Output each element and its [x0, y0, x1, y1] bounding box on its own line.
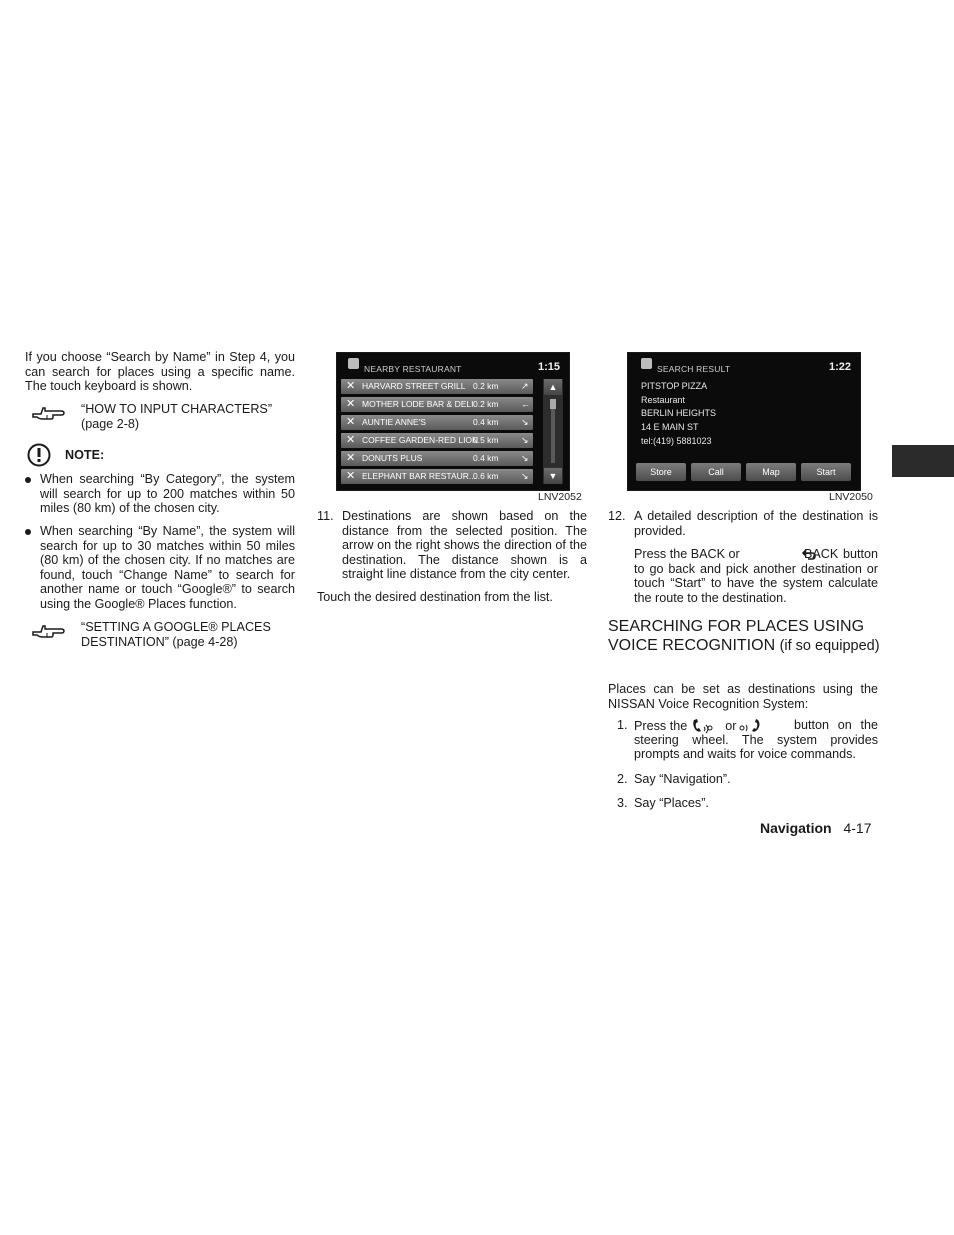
direction-arrow-icon: ↘: [521, 453, 529, 463]
footer-section: Navigation: [760, 820, 832, 836]
bullet-text: When searching “By Category”, the system will search for up to 200 matches within 50 miles (80 km) of the chosen city.: [40, 472, 295, 516]
nav-logo-icon: [348, 358, 359, 369]
step-1-pre: Press the: [634, 718, 688, 733]
restaurant-distance: 0.2 km: [473, 399, 499, 409]
restaurant-distance: 0.4 km: [473, 453, 499, 463]
heading-main: SEARCHING FOR PLACES USING VOICE RECOGNITION: [608, 618, 865, 654]
step-number: 11.: [317, 509, 334, 523]
reference-text: “SETTING A GOOGLE® PLACES DESTINATION” (page 4-28): [81, 620, 271, 649]
step-text: Say “Places”.: [634, 796, 709, 810]
call-button[interactable]: Call: [691, 463, 741, 481]
figure-caption: LNV2050: [829, 491, 873, 503]
step-number: 2.: [617, 772, 628, 786]
restaurant-distance: 0.5 km: [473, 435, 499, 445]
section-heading: [608, 618, 883, 655]
screen-title: SEARCH RESULT: [657, 364, 731, 374]
reference-how-to-input: [25, 402, 295, 436]
restaurant-distance: 0.6 km: [473, 471, 499, 481]
restaurant-icon: ✕: [346, 416, 356, 428]
reference-google-places: [25, 620, 295, 654]
direction-arrow-icon: ↘: [521, 417, 529, 427]
reference-text: “HOW TO INPUT CHARACTERS” (page 2-8): [81, 402, 273, 431]
step-text: Destinations are shown based on the distance from the selected position. The arrow on the right shows the direction of the destination. The distance shown is a straight line distance from the city center.: [342, 509, 587, 582]
destination-details: [641, 380, 716, 449]
note-bullet-category: [25, 472, 295, 516]
restaurant-row[interactable]: [341, 397, 533, 412]
step-text: A detailed description of the destination is provided.: [634, 509, 878, 538]
restaurant-row[interactable]: [341, 451, 533, 466]
screen-clock: 1:22: [829, 361, 852, 373]
note-header: [25, 443, 295, 469]
voice-intro: Places can be set as destinations using the NISSAN Voice Recognition System:: [608, 682, 878, 711]
scrollbar[interactable]: [543, 379, 563, 484]
destination-category: Restaurant: [641, 394, 686, 405]
pointing-hand-icon: [31, 620, 67, 640]
note-label: NOTE:: [65, 448, 105, 462]
restaurant-icon: ✕: [346, 380, 356, 392]
touch-instruction: Touch the desired destination from the list.: [317, 590, 553, 604]
step-1-mid: or: [725, 718, 737, 733]
nearby-restaurant-screen: [336, 352, 570, 491]
direction-arrow-icon: ←: [521, 399, 530, 409]
bullet-dot: [25, 529, 31, 535]
restaurant-distance: 0.2 km: [473, 381, 499, 391]
restaurant-row[interactable]: [341, 433, 533, 448]
bullet-text: When searching “By Name”, the system will search for up to 30 matches within 50 miles (80 km) of the chosen city. If no matches are found, touch “Change Name” to search for another name or touch “Google®” to search using the Google® Places function.: [40, 524, 295, 611]
page-footer: [760, 821, 880, 836]
restaurant-distance: 0.4 km: [473, 417, 499, 427]
back-text-pre: Press the BACK or: [634, 547, 740, 561]
scroll-thumb[interactable]: [550, 399, 556, 409]
direction-arrow-icon: ↗: [521, 381, 529, 391]
restaurant-row[interactable]: [341, 469, 533, 484]
restaurant-name: ELEPHANT BAR RESTAUR...: [362, 471, 476, 481]
screen-clock: 1:15: [538, 361, 561, 373]
footer-page-number: 4-17: [843, 820, 872, 836]
restaurant-icon: ✕: [346, 470, 356, 482]
restaurant-icon: ✕: [346, 434, 356, 446]
note-bullet-name: [25, 524, 295, 612]
screen-title: NEARBY RESTAURANT: [364, 364, 462, 374]
direction-arrow-icon: ↘: [521, 435, 529, 445]
back-text-post: BACK button to go back and pick another destination or touch “Start” to have the system calculate the route to the destination.: [634, 547, 878, 605]
restaurant-row[interactable]: [341, 379, 533, 394]
heading-sub: (if so equipped): [779, 637, 880, 654]
step-number: 1.: [617, 718, 628, 732]
intro-paragraph: If you choose “Search by Name” in Step 4, you can search for places using a specific name. The touch keyboard is shown.: [25, 350, 295, 394]
warning-icon: [27, 443, 51, 467]
destination-phone: tel:(419) 5881023: [641, 435, 712, 446]
search-result-screen: [627, 352, 861, 491]
figure-caption: LNV2052: [538, 491, 582, 503]
pointing-hand-icon: [31, 402, 67, 422]
start-button[interactable]: Start: [801, 463, 851, 481]
step-1-post: button on the steering wheel. The system provides prompts and waits for voice commands.: [634, 718, 878, 762]
restaurant-name: MOTHER LODE BAR & DELI: [362, 399, 474, 409]
restaurant-name: DONUTS PLUS: [362, 453, 423, 463]
direction-arrow-icon: ↘: [521, 471, 529, 481]
restaurant-icon: ✕: [346, 398, 356, 410]
destination-street: 14 E MAIN ST: [641, 422, 699, 433]
scroll-down-button[interactable]: ▼: [544, 468, 562, 484]
step-text: Say “Navigation”.: [634, 772, 731, 786]
store-button[interactable]: Store: [636, 463, 686, 481]
step-number: 12.: [608, 509, 626, 523]
restaurant-row[interactable]: [341, 415, 533, 430]
scroll-up-button[interactable]: ▲: [544, 379, 562, 395]
restaurant-name: COFFEE GARDEN-RED LION: [362, 435, 479, 445]
restaurant-icon: ✕: [346, 452, 356, 464]
restaurant-name: AUNTIE ANNE'S: [362, 417, 426, 427]
map-button[interactable]: Map: [746, 463, 796, 481]
destination-name: PITSTOP PIZZA: [641, 381, 708, 391]
nav-logo-icon: [641, 358, 652, 369]
destination-city: BERLIN HEIGHTS: [641, 408, 717, 419]
step-number: 3.: [617, 796, 628, 810]
restaurant-name: HARVARD STREET GRILL: [362, 381, 466, 391]
chapter-tab: [892, 445, 954, 477]
bullet-dot: [25, 477, 31, 483]
